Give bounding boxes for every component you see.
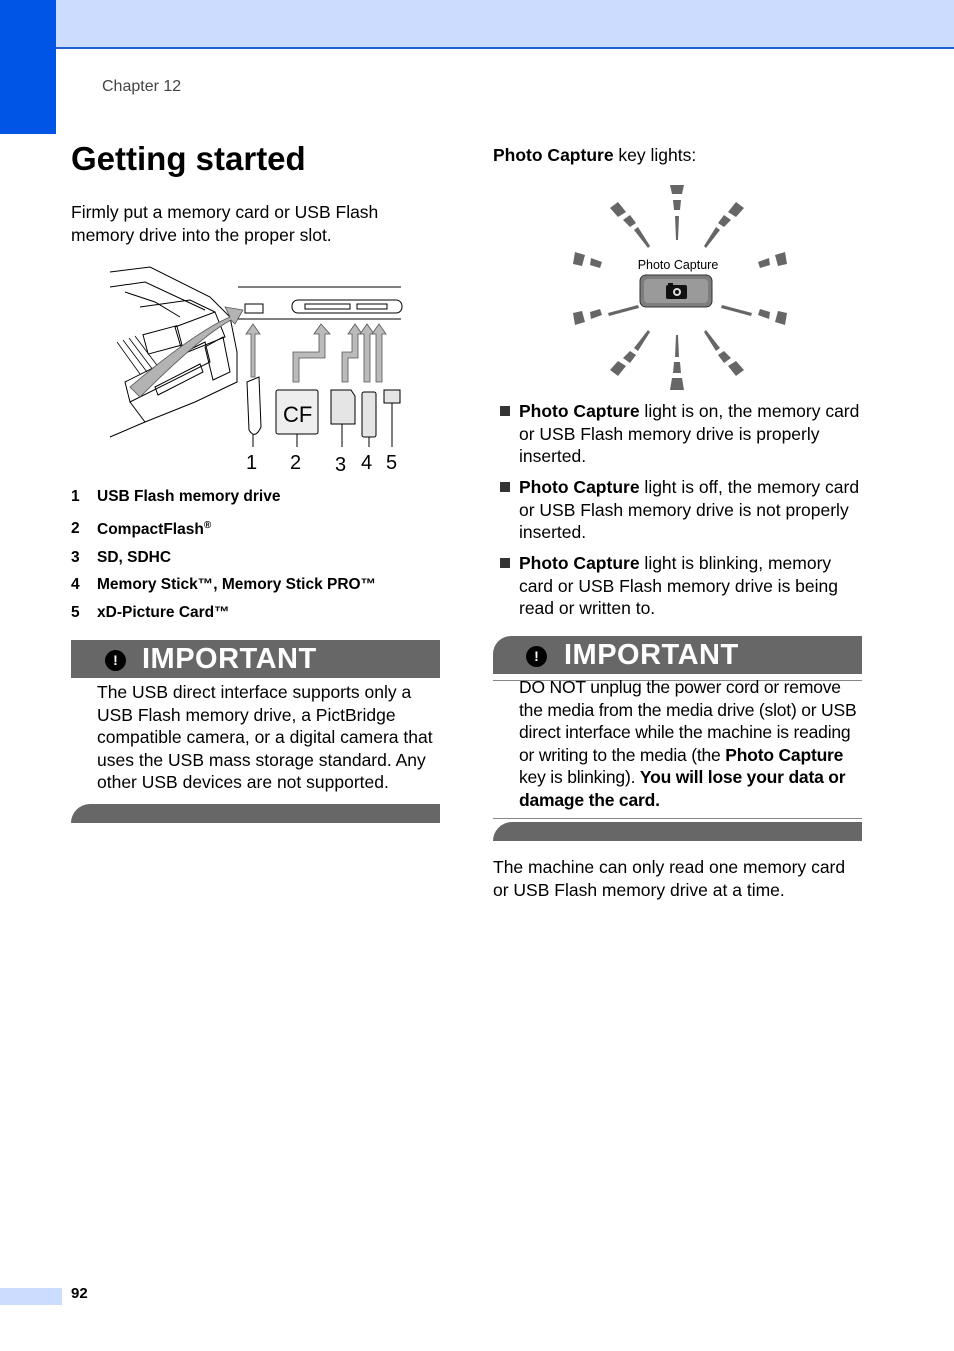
media-slot-figure: [105, 262, 405, 477]
page-number: 92: [71, 1285, 88, 1302]
photo-capture-intro: Photo Capture key lights:: [493, 145, 697, 165]
callout-2: 2: [290, 452, 302, 474]
exclamation-icon: !: [526, 646, 547, 667]
divider: [493, 818, 862, 819]
important-body-right: DO NOT unplug the power cord or remove the media from the media drive (slot) or USB direct interface while the machine is reading or writing to the media (the Photo Capture key is blinking). You will lose your data or damage the card.: [519, 677, 857, 810]
chapter-label: Chapter 12: [102, 78, 182, 95]
header-band: [56, 0, 954, 49]
callout-3: 3: [335, 454, 347, 476]
important-body-left: The USB direct interface supports only a USB Flash memory drive, a PictBridge compatible camera, or a digital camera that uses the USB mass storage standard. Any other USB devices are not supported.: [97, 682, 433, 792]
photo-capture-key-label: Photo Capture: [637, 258, 719, 272]
callout-1: 1: [246, 452, 258, 474]
exclamation-icon: !: [105, 650, 126, 671]
chapter-tab: [0, 0, 56, 134]
cf-label: CF: [283, 402, 313, 427]
important-header-right: ! IMPORTANT: [493, 636, 862, 674]
photo-capture-figure: [560, 180, 800, 395]
closing-paragraph: The machine can only read one memory card or USB Flash memory drive at a time.: [493, 857, 846, 900]
callout-4: 4: [361, 452, 373, 474]
intro-paragraph: Firmly put a memory card or USB Flash memory drive into the proper slot.: [71, 202, 379, 245]
important-footer-left: [71, 804, 440, 823]
important-header-left: ! IMPORTANT: [71, 640, 440, 678]
section-title: Getting started: [71, 140, 306, 177]
callout-5: 5: [386, 452, 398, 474]
camera-icon: [666, 283, 687, 299]
page-tab: [0, 1288, 62, 1305]
important-footer-right: [493, 822, 862, 841]
